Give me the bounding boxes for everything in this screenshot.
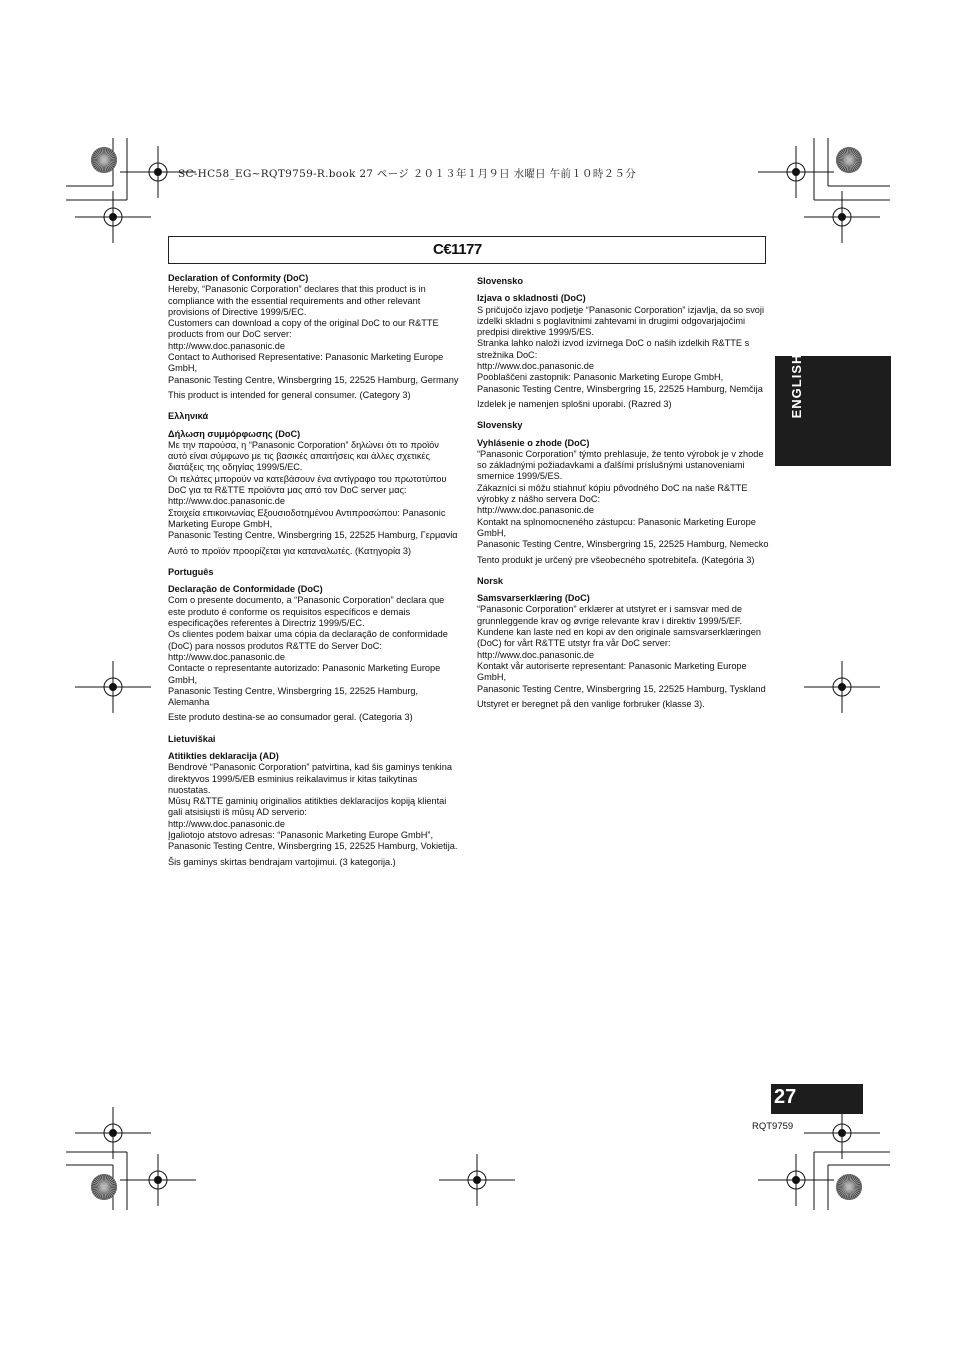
doc-section (477, 420, 769, 566)
doc-section (477, 276, 769, 410)
section-paragraph: Tento produkt je určený pre všeobecného spotrebiteľa. (Kategória 3) (477, 554, 755, 565)
doc-section (168, 411, 460, 557)
language-tab-label: ENGLISH (788, 353, 804, 419)
section-language: Norsk (477, 575, 504, 586)
section-title: Declaração de Conformidade (DoC) (168, 584, 323, 595)
ce-mark: C€1177 (433, 241, 482, 258)
section-language: Lietuviškai (168, 733, 216, 744)
file-header-line: SC-HC58_EG~RQT9759-R.book 27 ページ ２０１３年１月９日 水曜日 午前１０時２５分 (178, 168, 637, 180)
doc-section (168, 734, 460, 868)
section-title: Samsvarserklæring (DoC) (477, 593, 590, 604)
section-paragraph: S pričujočo izjavo podjetje “Panasonic Corporation” izjavlja, da so svoji izdelki skladni s poglavitnimi zahtevami in drugimi odgovarjajočimi predpisi direktive 1999/5/ES. Stranka lahko naloži izvod izvirnega DoC o naših izdelkih R&TTE s strežnika DoC: http://www.doc.panasonic.de Pooblaščeni zastopnik: Panasonic Marketing Europe GmbH, Panasonic Testing Centre, Winsbergring 15, 22525 Hamburg, Nemčija (477, 304, 764, 394)
section-paragraph: This product is intended for general consumer. (Category 3) (168, 389, 411, 400)
page-number-box (771, 1084, 863, 1114)
doc-section (168, 567, 460, 724)
section-title: Izjava o skladnosti (DoC) (477, 293, 586, 304)
doc-section (168, 273, 460, 401)
section-paragraph: Hereby, “Panasonic Corporation” declares that this product is in compliance with the essential requirements and other relevant provisions of Directive 1999/5/EC. Customers can download a copy of the original DoC to our R&TTE products from our DoC server: http://www.doc.panasonic.de Contact to Authorised Representative: Panasonic Marketing Europe GmbH, Panasonic Testing Centre, Winsbergring 15, 22525 Hamburg, Germany (168, 284, 459, 385)
section-language: Ελληνικά (168, 411, 209, 422)
section-title: Declaration of Conformity (DoC) (168, 273, 309, 283)
section-language: Slovensko (477, 276, 523, 286)
section-paragraph: Izdelek je namenjen splošni uporabi. (Razred 3) (477, 398, 672, 409)
section-paragraph: “Panasonic Corporation” erklærer at utstyret er i samsvar med de grunnleggende krav og øvrige relevante krav i direktiv 1999/5/EF. Kundene kan laste ned en kopi av den originale samsvarserklæringen (DoC) for vårt R&TTE utstyr fra vår DoC server: http://www.doc.panasonic.de Kontakt vår autoriserte representant: Panasonic Marketing Europe GmbH, Panasonic Testing Centre, Winsbergring 15, 22525 Hamburg, Tyskland (477, 604, 766, 694)
section-title: Atitikties deklaracija (AD) (168, 750, 279, 761)
section-paragraph: Με την παρούσα, η “Panasonic Corporation” δηλώνει ότι το προϊόν αυτό είναι σύμφωνο με τις βασικές απαιτήσεις και άλλες σχετικές διατάξεις της οδηγίας 1999/5/EC. Οι πελάτες μπορούν να κατεβάσουν ένα αντίγραφο του πρωτοτύπου DoC για τα R&TTE προϊόντα μας από τον DoC server μας: http://www.doc.panasonic.de Στοιχεία επικοινωνίας Εξουσιοδοτημένου Αντιπροσώπου: Panasonic Marketing Europe GmbH, Panasonic Testing Centre, Winsbergring 15, 22525 Hamburg, Γερμανία (168, 439, 458, 541)
left-column (168, 273, 460, 878)
page-number: 27 (774, 1086, 797, 1108)
right-column (477, 276, 769, 720)
ce-mark-box (168, 236, 766, 264)
section-title: Δήλωση συμμόρφωσης (DoC) (168, 428, 301, 439)
section-paragraph: “Panasonic Corporation” týmto prehlasuje, že tento výrobok je v zhode so základnými požiadavkami a ďalšími príslušnými ustanoveniami smernice 1999/5/ES. Zákazníci si môžu stiahnuť kópiu pôvodného DoC na naše R&TTE výrobky z nášho servera DoC: http://www.doc.panasonic.de Kontakt na splnomocneného zástupcu: Panasonic Marketing Europe GmbH, Panasonic Testing Centre, Winsbergring 15, 22525 Hamburg, Nemecko (477, 448, 769, 550)
section-paragraph: Αυτό το προϊόν προορίζεται για καταναλωτές. (Κατηγορία 3) (168, 545, 412, 556)
section-paragraph: Este produto destina-se ao consumador geral. (Categoria 3) (168, 712, 413, 723)
section-paragraph: Šis gaminys skirtas bendrajam vartojimui. (3 kategorija.) (168, 856, 396, 867)
language-tab (775, 353, 891, 466)
doc-section (477, 576, 769, 710)
section-language: Slovensky (477, 420, 523, 431)
section-title: Vyhlásenie o zhode (DoC) (477, 437, 590, 448)
section-paragraph: Com o presente documento, a “Panasonic Corporation” declara que este produto é conforme os requisitos específicos e demais especificações referentes à Directriz 1999/5/EC. Os clientes podem baixar uma cópia da declaração de conformidade (DoC) para nossos produtos R&TTE do Server DoC: http://www.doc.panasonic.de Contacte o representante autorizado: Panasonic Marketing Europe GmbH, Panasonic Testing Centre, Winsbergring 15, 22525 Hamburg, Alemanha (168, 595, 448, 708)
section-language: Português (168, 566, 214, 577)
section-paragraph: Bendrovė “Panasonic Corporation” patvirtina, kad šis gaminys tenkina direktyvos 1999/5/EB esminius reikalavimus ir kitas taikytinas nuostatas. Mūsų R&TTE gaminių originalios atitikties deklaracijos kopiją klientai gali atsisiųsti iš mūsų AD serverio: http://www.doc.panasonic.de Įgaliotojo atstovo adresas: “Panasonic Marketing Europe GmbH”, Panasonic Testing Centre, Winsbergring 15, 22525 Hamburg, Vokietija. (168, 762, 458, 852)
section-paragraph: Utstyret er beregnet på den vanlige forbruker (klasse 3). (477, 698, 705, 709)
model-code: RQT9759 (752, 1121, 794, 1132)
